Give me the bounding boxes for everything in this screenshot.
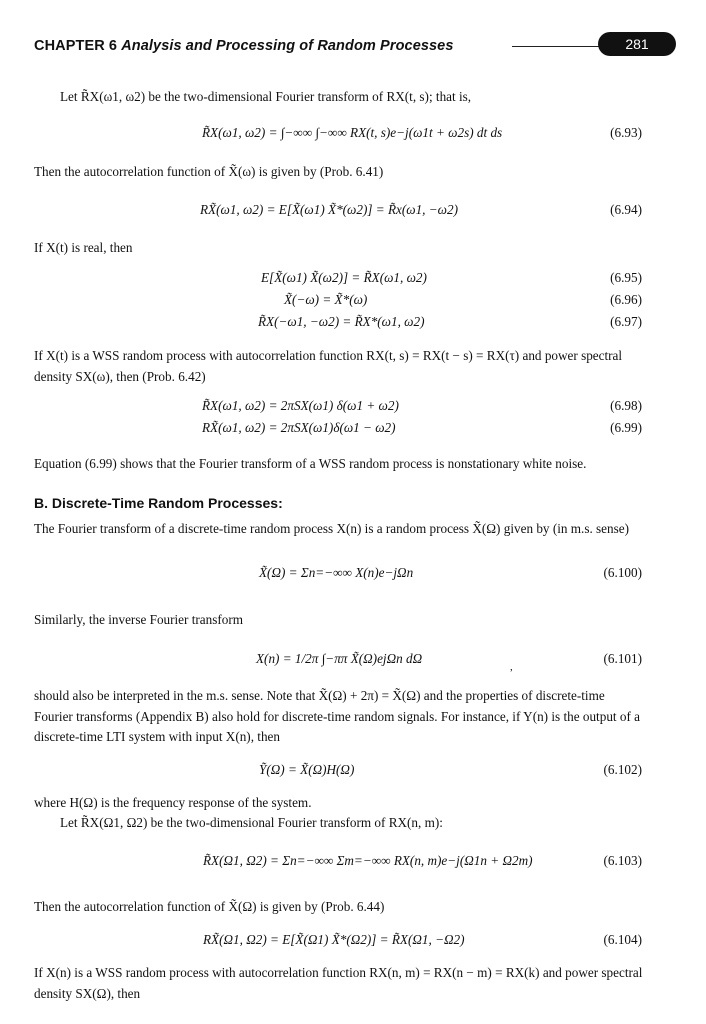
paragraph-8: should also be interpreted in the m.s. sense. Note that X̃(Ω) + 2π) = X̃(Ω) and the properties of discrete-time Fourier transforms (Appendix B) also hold for discrete-time random signals. For instance, if Y(n) is the output of a discrete-time LTI system with input X(n), then (34, 688, 641, 745)
header-rule (512, 46, 602, 47)
page-header (34, 36, 654, 58)
equation-number-6-95: (6.95) (610, 270, 642, 285)
chapter-number: CHAPTER 6 (34, 38, 118, 54)
paragraph-12: If X(n) is a WSS random process with autocorrelation function RX(n, m) = RX(n − m) = RX(k) and power spectral density SX(Ω), then (34, 965, 643, 1001)
equation-6-102: Ỹ(Ω) = X̃(Ω)H(Ω) (259, 762, 355, 777)
equation-6-96: X̃(−ω) = X̃*(ω) (284, 292, 368, 307)
paragraph-6: The Fourier transform of a discrete-time random process X(n) is a random process X̃(Ω) given by (in m.s. sense) (34, 521, 630, 536)
paragraph-5: Equation (6.99) shows that the Fourier transform of a WSS random process is nonstationary white noise. (34, 456, 587, 471)
equation-number-6-98: (6.98) (610, 398, 642, 413)
equation-number-6-104: (6.104) (603, 932, 642, 947)
paragraph-9: where H(Ω) is the frequency response of the system. (34, 795, 312, 810)
equation-number-6-103: (6.103) (603, 853, 642, 868)
equation-6-99: RX̃(ω1, ω2) = 2πSX(ω1)δ(ω1 − ω2) (202, 420, 396, 435)
stray-mark: , (510, 661, 513, 673)
equation-6-101: X(n) = 1/2π ∫−ππ X̃(Ω)ejΩn dΩ (256, 651, 423, 666)
equation-number-6-102: (6.102) (603, 762, 642, 777)
equation-6-97: R̃X(−ω1, −ω2) = R̃X*(ω1, ω2) (258, 314, 425, 329)
equation-number-6-96: (6.96) (610, 292, 642, 307)
equation-6-94: RX̃(ω1, ω2) = E[X̃(ω1) X̃*(ω2)] = R̃x(ω1, −ω2) (200, 202, 458, 217)
equation-number-6-93: (6.93) (610, 125, 642, 140)
paragraph-3: If X(t) is real, then (34, 240, 133, 255)
equation-6-104: RX̃(Ω1, Ω2) = E[X̃(Ω1) X̃*(Ω2)] = R̃X(Ω1, −Ω2) (203, 932, 465, 947)
running-head (34, 38, 454, 54)
equation-number-6-100: (6.100) (603, 565, 642, 580)
paragraph-7: Similarly, the inverse Fourier transform (34, 612, 243, 627)
equation-number-6-97: (6.97) (610, 314, 642, 329)
paragraph-1: Let R̃X(ω1, ω2) be the two-dimensional Fourier transform of RX(t, s); that is, (60, 89, 472, 104)
paragraph-11: Then the autocorrelation function of X̃(Ω) is given by (Prob. 6.44) (34, 899, 385, 914)
equation-6-98: R̃X(ω1, ω2) = 2πSX(ω1) δ(ω1 + ω2) (202, 398, 399, 413)
section-heading: B. Discrete-Time Random Processes: (34, 495, 283, 511)
equation-number-6-99: (6.99) (610, 420, 642, 435)
equation-6-95: E[X̃(ω1) X̃(ω2)] = R̃X(ω1, ω2) (261, 270, 427, 285)
chapter-title: Analysis and Processing of Random Processes (121, 38, 454, 54)
page-number: 281 (598, 32, 676, 56)
paragraph-4: If X(t) is a WSS random process with autocorrelation function RX(t, s) = RX(t − s) = RX(τ) and power spectral density SX(ω), then (Prob. 6.42) (34, 348, 623, 384)
paragraph-2: Then the autocorrelation function of X̃(ω) is given by (Prob. 6.41) (34, 164, 384, 179)
equation-number-6-101: (6.101) (603, 651, 642, 666)
equation-6-100: X̃(Ω) = Σn=−∞∞ X(n)e−jΩn (259, 565, 414, 580)
equation-number-6-94: (6.94) (610, 202, 642, 217)
paragraph-10: Let R̃X(Ω1, Ω2) be the two-dimensional Fourier transform of RX(n, m): (60, 815, 443, 830)
equation-6-93: R̃X(ω1, ω2) = ∫−∞∞ ∫−∞∞ RX(t, s)e−j(ω1t + ω2s) dt ds (202, 125, 503, 140)
equation-6-103: R̃X(Ω1, Ω2) = Σn=−∞∞ Σm=−∞∞ RX(n, m)e−j(Ω1n + Ω2m) (203, 853, 533, 868)
